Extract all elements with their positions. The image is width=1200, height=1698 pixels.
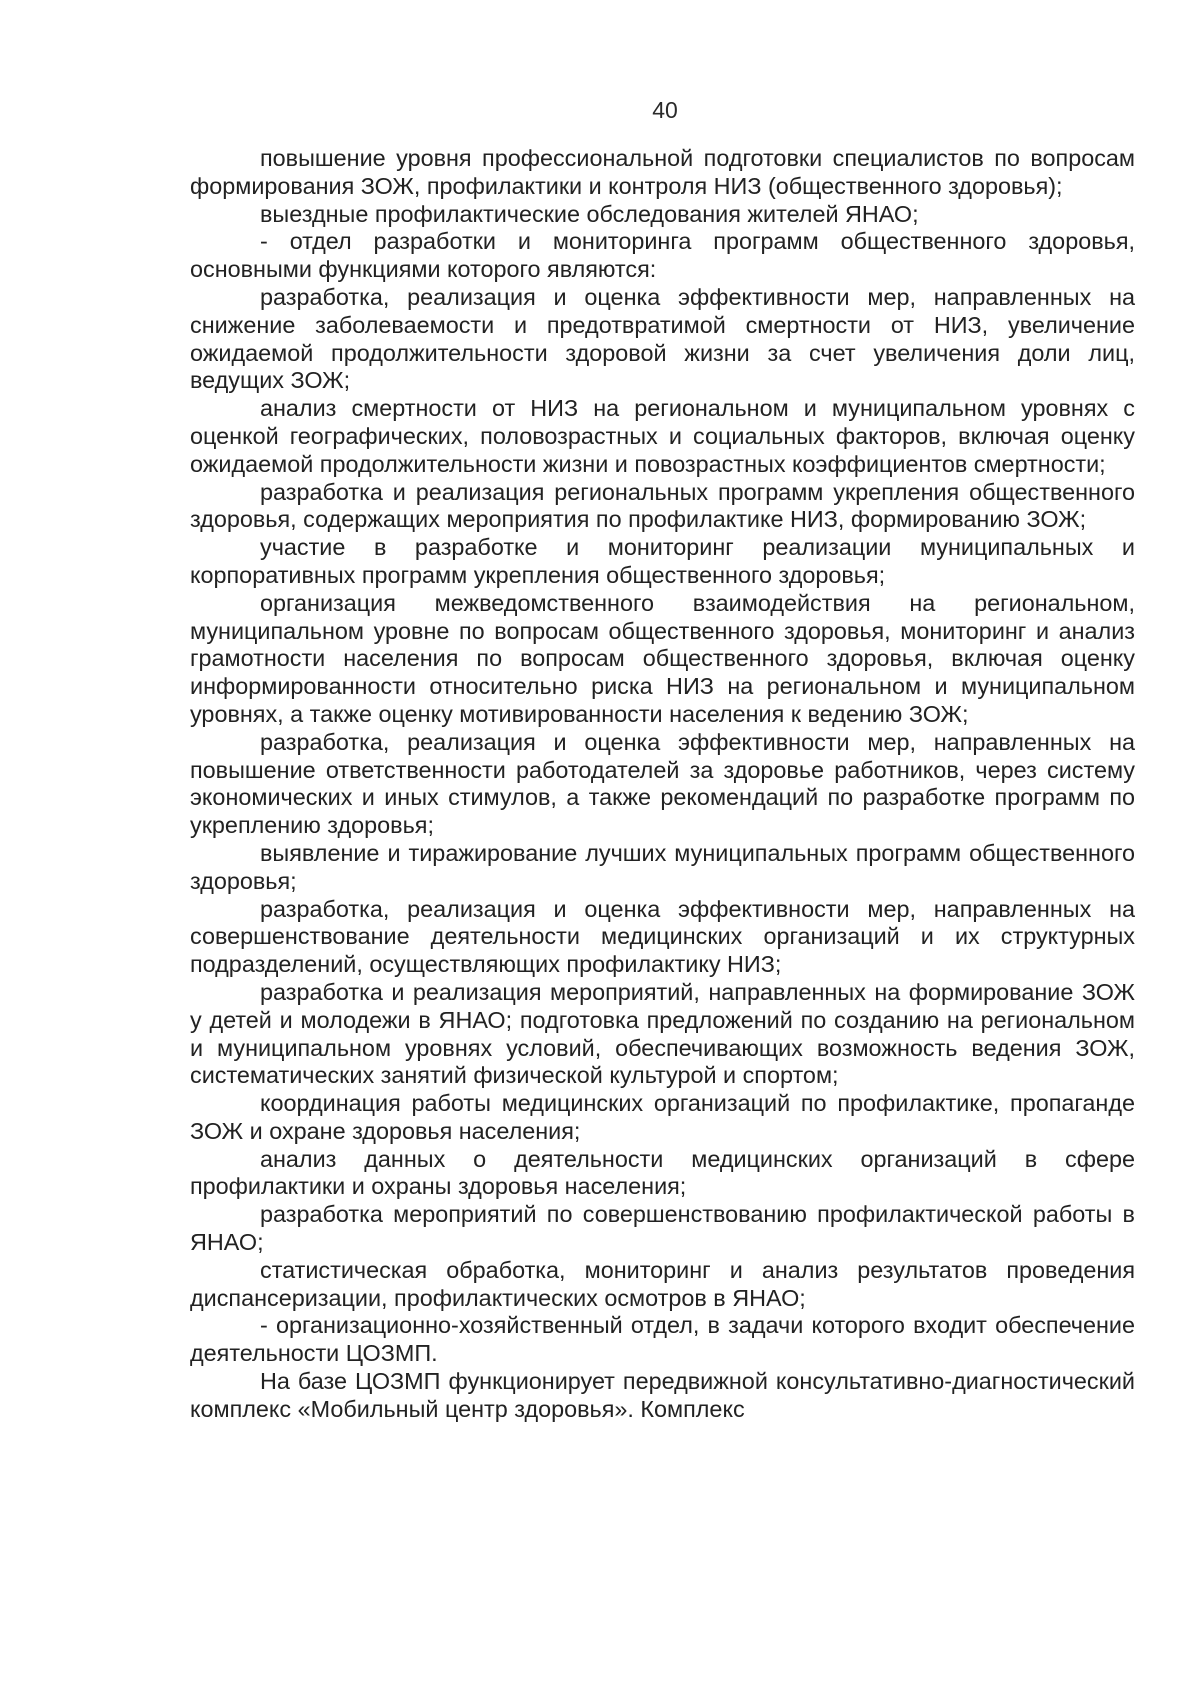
paragraph: - организационно-хозяйственный отдел, в задачи которого входит обеспечение деятельности ЦОЗМП.	[190, 1312, 1135, 1367]
paragraph: повышение уровня профессиональной подготовки специалистов по вопросам формирования ЗОЖ, профилактики и контроля НИЗ (общественного здоровья);	[190, 145, 1135, 199]
page-number: 40	[652, 97, 678, 123]
paragraph: участие в разработке и мониторинг реализации муниципальных и корпоративных программ укрепления общественного здоровья;	[190, 534, 1135, 588]
paragraph: - отдел разработки и мониторинга программ общественного здоровья, основными функциями которого являются:	[190, 228, 1135, 283]
paragraph: разработка, реализация и оценка эффективности мер, направленных на повышение ответственности работодателей за здоровье работников, через систему экономических и иных стимулов, а также рекомендаций по разработке программ по укреплению здоровья;	[190, 728, 1135, 839]
paragraph: статистическая обработка, мониторинг и анализ результатов проведения диспансеризации, профилактических осмотров в ЯНАО;	[190, 1256, 1135, 1311]
paragraph: разработка и реализация региональных программ укрепления общественного здоровья, содержащих мероприятия по профилактике НИЗ, формированию ЗОЖ;	[190, 478, 1135, 533]
paragraph: разработка и реализация мероприятий, направленных на формирование ЗОЖ у детей и молодежи в ЯНАО; подготовка предложений по созданию на региональном и муниципальном уровнях условий, обеспечивающих возможность ведения ЗОЖ, систематических занятий физической культурой и спортом;	[190, 978, 1135, 1089]
paragraph: разработка мероприятий по совершенствованию профилактической работы в ЯНАО;	[190, 1201, 1135, 1256]
paragraph: разработка, реализация и оценка эффективности мер, направленных на совершенствование деятельности медицинских организаций и их структурных подразделений, осуществляющих профилактику НИЗ;	[190, 895, 1135, 978]
paragraph: разработка, реализация и оценка эффективности мер, направленных на снижение заболеваемости и предотвратимой смертности от НИЗ, увеличение ожидаемой продолжительности здоровой жизни за счет увеличения доли лиц, ведущих ЗОЖ;	[190, 283, 1135, 394]
paragraph: выездные профилактические обследования жителей ЯНАО;	[260, 200, 919, 227]
paragraph: На базе ЦОЗМП функционирует передвижной консультативно-диагностический комплекс «Мобильный центр здоровья». Комплекс	[190, 1368, 1135, 1422]
paragraph: анализ смертности от НИЗ на региональном и муниципальном уровнях с оценкой географических, половозрастных и социальных факторов, включая оценку ожидаемой продолжительности жизни и повозрастных коэффициентов смертности;	[190, 395, 1135, 477]
paragraph: анализ данных о деятельности медицинских организаций в сфере профилактики и охраны здоровья населения;	[190, 1145, 1135, 1200]
paragraph: выявление и тиражирование лучших муниципальных программ общественного здоровья;	[190, 839, 1135, 894]
paragraph: координация работы медицинских организаций по профилактике, пропаганде ЗОЖ и охране здоровья населения;	[190, 1090, 1135, 1144]
document-body	[190, 145, 1135, 1424]
paragraph: организация межведомственного взаимодействия на региональном, муниципальном уровне по вопросам общественного здоровья, мониторинг и анализ грамотности населения по вопросам общественного здоровья, включая оценку информированности относительно риска НИЗ на региональном и муниципальном уровнях, а также оценку мотивированности населения к ведению ЗОЖ;	[190, 589, 1135, 727]
